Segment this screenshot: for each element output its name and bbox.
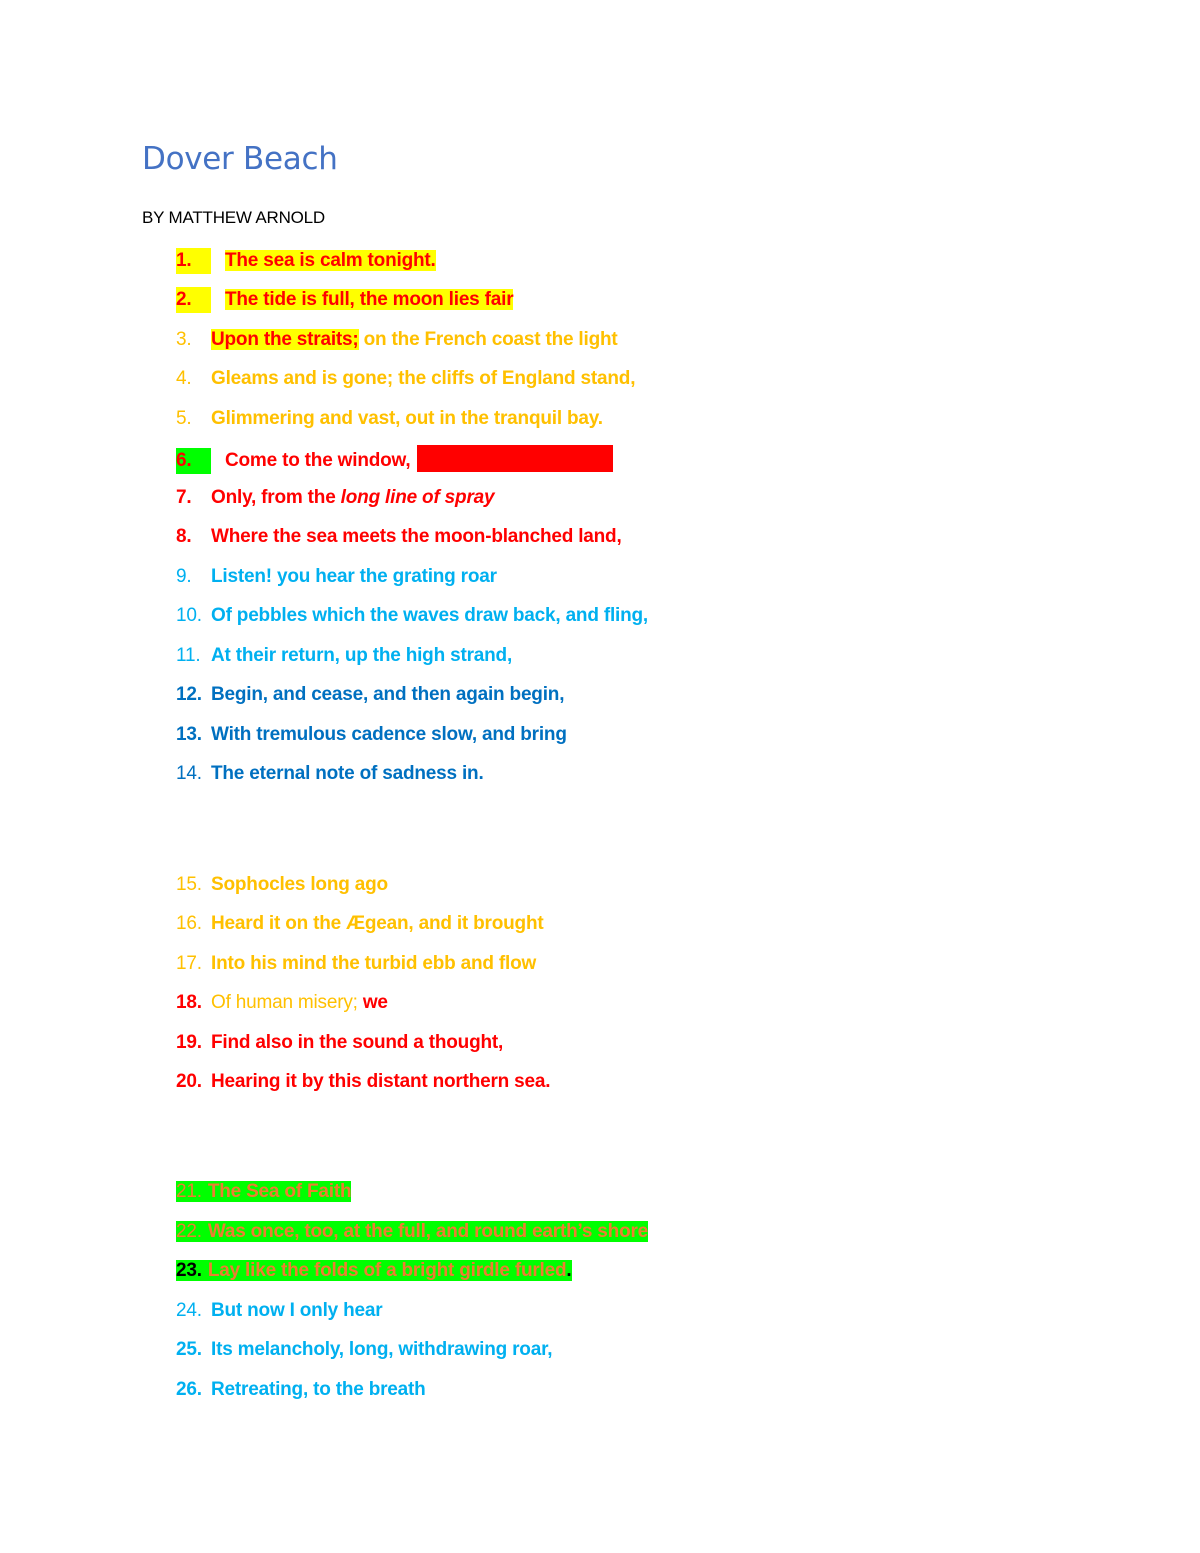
line-text: With tremulous cadence slow, and bring: [211, 724, 567, 745]
line-number: 24.: [176, 1300, 202, 1321]
line-text: Find also in the sound a thought,: [211, 1032, 504, 1053]
line-number: 3.: [176, 329, 192, 350]
line-number: 17.: [176, 953, 202, 974]
poem-line-3: [176, 327, 618, 353]
poem-line-26: [176, 1377, 426, 1403]
line-text: Begin, and cease, and then again begin,: [211, 684, 565, 705]
line-text: Into his mind the turbid ebb and flow: [211, 953, 537, 974]
poem-line-7: [176, 485, 494, 511]
line-text: At their return, up the high strand,: [211, 645, 513, 666]
line-number: 15.: [176, 874, 202, 895]
line-number: 22.: [176, 1221, 202, 1242]
line-text: Listen! you hear the grating roar: [211, 566, 497, 587]
poem-line-15: [176, 872, 388, 898]
line-number: 2.: [176, 287, 211, 313]
line-text: Of human misery;: [211, 992, 363, 1013]
line-number: 18.: [176, 992, 202, 1013]
poem-line-10: [176, 603, 648, 629]
author-byline: BY MATTHEW ARNOLD: [142, 208, 325, 227]
poem-line-16: [176, 911, 544, 937]
line-number: 10.: [176, 605, 202, 626]
poem-line-20: [176, 1069, 550, 1095]
line-number: 14.: [176, 763, 202, 784]
line-number: 25.: [176, 1339, 202, 1360]
line-number: 11.: [176, 645, 201, 666]
line-text: on the French coast the light: [358, 329, 618, 350]
poem-line-12: [176, 682, 564, 708]
poem-line-17: [176, 951, 536, 977]
line-text: Lay like the folds of a bright girdle furled: [202, 1260, 567, 1281]
poem-line-8: [176, 524, 622, 550]
poem-line-18: [176, 990, 388, 1016]
line-number: 8.: [176, 526, 192, 547]
line-number: 21.: [176, 1181, 202, 1202]
redaction-block: [417, 445, 613, 472]
poem-line-11: [176, 643, 512, 669]
poem-line-9: [176, 564, 497, 590]
line-text: But now I only hear: [211, 1300, 383, 1321]
line-text: The sea is calm tonight.: [225, 250, 436, 271]
poem-line-6: [176, 445, 613, 471]
line-text: Retreating, to the breath: [211, 1379, 426, 1400]
line-text-red: we: [362, 992, 388, 1013]
line-text: Its melancholy, long, withdrawing roar,: [211, 1339, 553, 1360]
line-text: The Sea of Faith: [202, 1181, 352, 1202]
page-title: Dover Beach: [142, 141, 338, 177]
poem-line-14: [176, 761, 484, 787]
line-number: 5.: [176, 408, 192, 429]
line-number: 9.: [176, 566, 192, 587]
poem-line-24: [176, 1298, 382, 1324]
line-number: 1.: [176, 248, 211, 274]
poem-line-4: [176, 366, 635, 392]
line-number: 26.: [176, 1379, 202, 1400]
line-number: 13.: [176, 724, 202, 745]
line-text: Glimmering and vast, out in the tranquil bay.: [211, 408, 603, 429]
line-text: Only, from the: [211, 487, 341, 508]
line-number: 20.: [176, 1071, 202, 1092]
line-number: 19.: [176, 1032, 202, 1053]
line-text: Heard it on the Ægean, and it brought: [211, 913, 544, 934]
line-number: 16.: [176, 913, 202, 934]
line-text: Of pebbles which the waves draw back, and fling,: [211, 605, 649, 626]
poem-line-1: [176, 248, 436, 274]
poem-line-2: [176, 287, 513, 313]
line-text: Where the sea meets the moon-blanched land,: [211, 526, 622, 547]
line-text-italic: long line of spray: [340, 487, 495, 508]
poem-line-13: [176, 722, 567, 748]
poem-line-21: [176, 1179, 351, 1205]
line-text: The eternal note of sadness in.: [211, 763, 484, 784]
line-text: Hearing it by this distant northern sea.: [211, 1071, 551, 1092]
line-text: Gleams and is gone; the cliffs of England stand,: [211, 368, 636, 389]
line-number: 12.: [176, 684, 202, 705]
poem-line-23: [176, 1258, 572, 1284]
line-text: The tide is full, the moon lies fair: [225, 289, 514, 310]
line-number: 7.: [176, 487, 192, 508]
line-number: 4.: [176, 368, 192, 389]
poem-line-22: [176, 1219, 648, 1245]
poem-line-5: [176, 406, 603, 432]
line-text: Come to the window,: [225, 450, 411, 471]
line-text-highlighted: Upon the straits;: [211, 329, 359, 350]
line-text: Sophocles long ago: [211, 874, 388, 895]
line-text-period: .: [566, 1260, 572, 1281]
line-number: 23.: [176, 1260, 202, 1281]
line-number: 6.: [176, 448, 211, 474]
line-text: Was once, too, at the full, and round earth’s shore: [202, 1221, 648, 1242]
poem-line-19: [176, 1030, 503, 1056]
poem-line-25: [176, 1337, 552, 1363]
